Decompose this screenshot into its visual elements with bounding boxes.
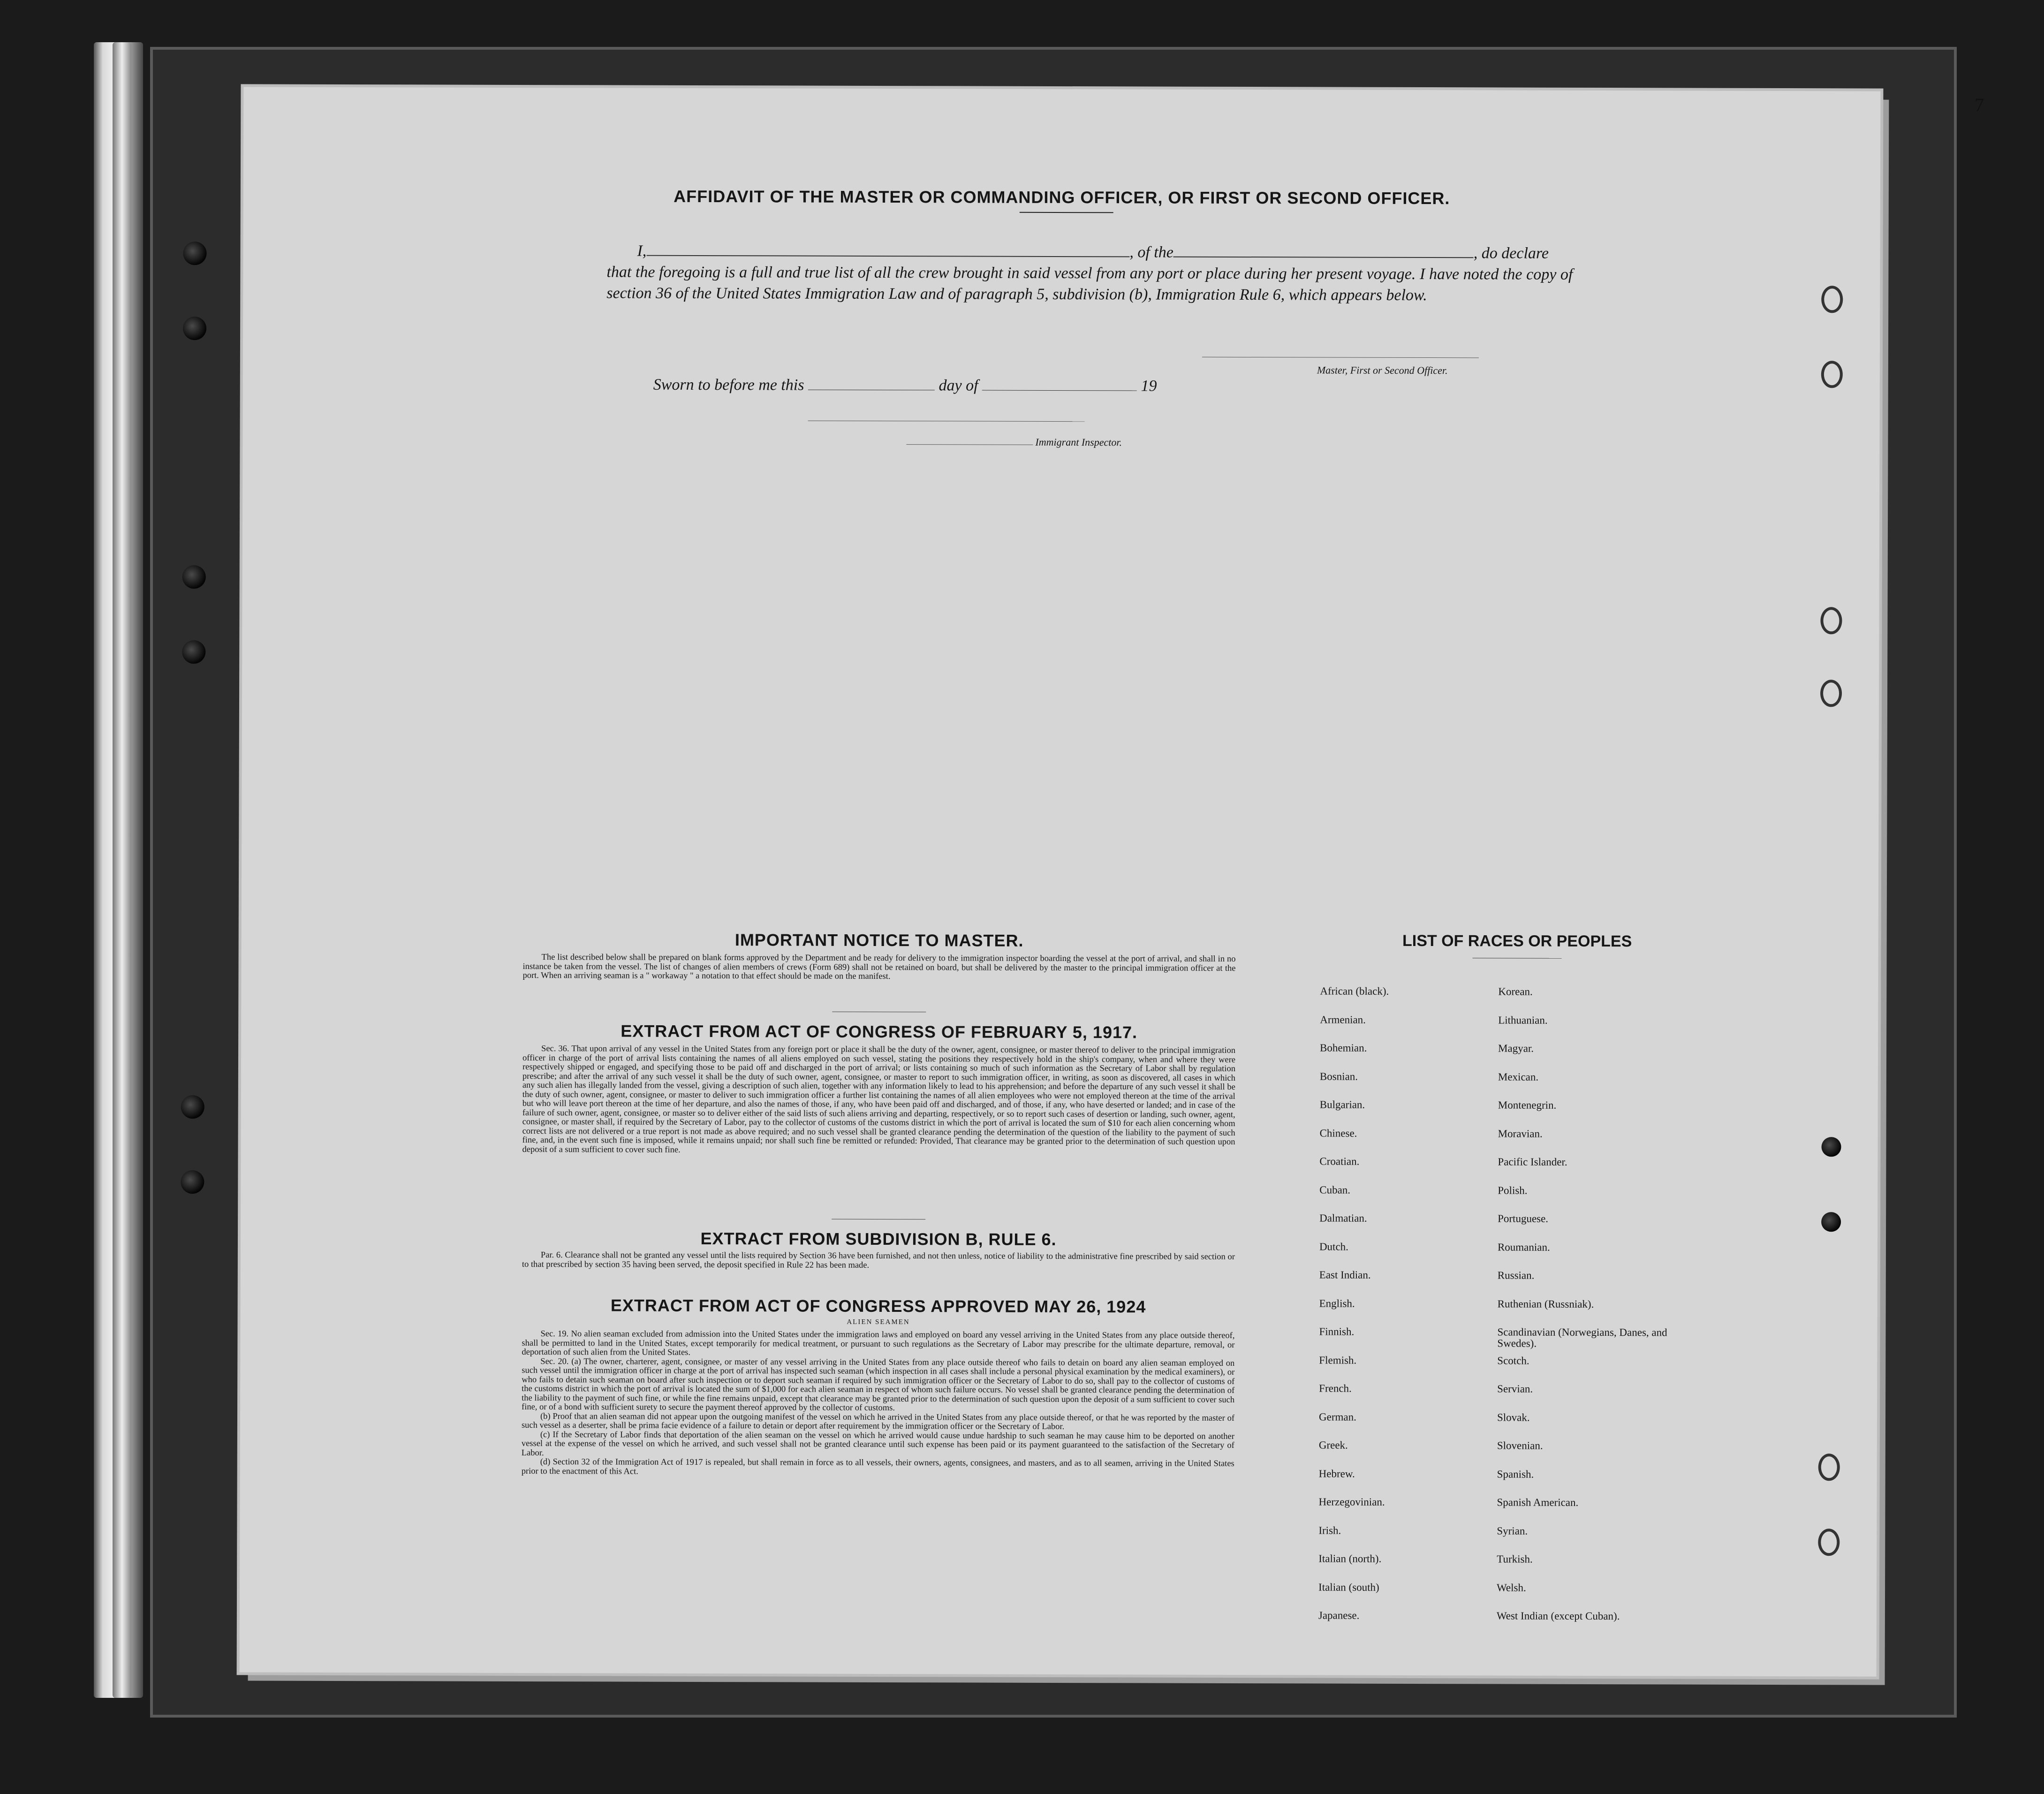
year-prefix: 19	[1141, 377, 1157, 395]
notice-title: IMPORTANT NOTICE TO MASTER.	[734, 930, 1024, 950]
race-item: Bohemian.	[1320, 1042, 1367, 1054]
race-item: Italian (south)	[1318, 1581, 1379, 1593]
races-title: LIST OF RACES OR PEOPLES	[1402, 931, 1632, 951]
sec-19-paragraph: Sec. 19. No alien seaman excluded from admission into the United States under the immigration laws and employed on board any vessel arriving in the United States from any place outside thereof, shall be permitted to land in the United States, except temporarily for medical treatment, or pursuant to such regulations as the Secretary of Labor may prescribe for the ultimate departure, removal, or deportation of such alien from the United States.	[522, 1329, 1235, 1357]
extract-1924-subtitle: ALIEN SEAMEN	[847, 1318, 910, 1326]
race-item: Japanese.	[1318, 1609, 1360, 1621]
race-item: Irish.	[1318, 1524, 1341, 1537]
punch-hole	[183, 242, 206, 265]
race-item: Croatian.	[1319, 1155, 1360, 1167]
race-item: French.	[1319, 1382, 1352, 1394]
name-blank	[646, 255, 1129, 257]
ring-hole	[1818, 1453, 1840, 1481]
affidavit-declaration	[606, 240, 1573, 264]
ring-hole	[1818, 1529, 1840, 1556]
vessel-blank	[1173, 257, 1474, 258]
month-blank	[982, 390, 1137, 391]
race-item: Spanish American.	[1497, 1496, 1579, 1508]
race-item: Magyar.	[1498, 1042, 1534, 1054]
ring-hole	[1821, 286, 1843, 313]
of-the-label: , of the	[1129, 243, 1173, 261]
punch-hole	[181, 1095, 204, 1119]
race-item: Cuban.	[1319, 1183, 1351, 1196]
race-item: German.	[1318, 1410, 1356, 1423]
master-caption: Master, First or Second Officer.	[1317, 364, 1448, 377]
race-item: Mexican.	[1498, 1070, 1539, 1083]
race-item: African (black).	[1320, 985, 1389, 997]
notice-text	[522, 953, 1235, 982]
race-item: Syrian.	[1497, 1524, 1528, 1537]
race-item: Greek.	[1318, 1439, 1348, 1451]
race-item: Scotch.	[1497, 1354, 1529, 1367]
inspector-signature-line	[808, 421, 1085, 422]
extract-rule6-text	[522, 1251, 1235, 1271]
punch-hole	[1821, 1137, 1841, 1157]
affidavit-text: that the foregoing is a full and true list of all the crew brought in said vessel from any port or place during her present voyage. I have noted the copy of section 36 of the United States Immigration Law and of paragraph 5, subdivision (b), Immigration Rule 6, which appears below.	[606, 263, 1573, 304]
race-item: Hebrew.	[1318, 1467, 1355, 1480]
race-item: Bulgarian.	[1319, 1098, 1365, 1111]
extract-rule6-title: EXTRACT FROM SUBDIVISION B, RULE 6.	[700, 1228, 1057, 1249]
section-rule	[832, 1012, 926, 1013]
inspector-short-line	[906, 444, 1033, 445]
i-label: I,	[637, 242, 647, 260]
race-item: Slovenian.	[1497, 1439, 1543, 1452]
punch-hole	[183, 317, 206, 340]
race-item: Polish.	[1498, 1184, 1528, 1196]
master-signature-line	[1202, 357, 1479, 358]
race-item: Scandinavian (Norwegians, Danes, and Swedes).	[1497, 1326, 1667, 1349]
manifest-page	[240, 87, 1881, 1676]
sec-20c-paragraph: (c) If the Secretary of Labor finds that deportation of the alien seaman on the vessel on which he arrived would cause undue hardship to such seaman he may cause him to be deported on another vessel at the expense of the vessel on which he arrived, and such vessel shall not be granted clearance until such expense has been paid or its payment guaranteed to the satisfaction of the Secretary of Labor.	[521, 1430, 1234, 1458]
title-rule	[1020, 212, 1113, 213]
ring-hole	[1820, 680, 1842, 707]
punch-hole	[1821, 1212, 1841, 1232]
ring-hole	[1821, 361, 1843, 388]
race-item: Welsh.	[1497, 1581, 1526, 1594]
sec-20b-paragraph: (b) Proof that an alien seaman did not appear upon the outgoing manifest of the vessel on which he arrived in the United States from any place outside thereof, or that he was reported by the master of such vessel as a deserter, shall be prima facie evidence of a failure to detain or deport after requirement by the immigration officer or the Secretary of Labor.	[521, 1411, 1235, 1432]
extract-1924-text	[522, 1330, 1235, 1478]
race-item: Dalmatian.	[1319, 1212, 1367, 1224]
punch-hole	[182, 565, 206, 589]
punch-hole	[181, 1170, 204, 1194]
race-item: Bosnian.	[1319, 1070, 1358, 1082]
affidavit-title: AFFIDAVIT OF THE MASTER OR COMMANDING OFFICER, OR FIRST OR SECOND OFFICER.	[674, 186, 1450, 208]
race-item: Portuguese.	[1498, 1212, 1549, 1225]
sec-20d-paragraph: (d) Section 32 of the Immigration Act of 1917 is repealed, but shall remain in force as to all vessels, their owners, agents, consignees, and masters, and as to all seamen, arriving in the United States prior to the enactment of this Act.	[521, 1457, 1234, 1476]
extract-1917-paragraph: Sec. 36. That upon arrival of any vessel in the United States from any foreign port or place it shall be the duty of the owner, agent, consignee, or master thereof to deliver to the principal immigration officer in charge of the port of arrival lists containing the names of all aliens employed on such vessel, stating the positions they respectively hold in the ship's company, when and where they were respectively shipped or engaged, and specifying those to be paid off and discharged in the port of arrival; or lists containing so much of such information as the Secretary of Labor shall by regulation prescribe; and after the arrival of any such vessel it shall be the duty of such owner, agent, consignee, or master to report to such immigration officer, in writing, as soon as discovered, all cases in which any such alien has illegally landed from the vessel, giving a description of such alien, together with any information likely to lead to his apprehension; and before the departure of any such vessel it shall be the duty of such owner, agent, consignee, or master to deliver to such immigration officer a further list containing the names of all alien employees who were not employed thereon at the time of the arrival but who will leave port thereon at the time of her departure, and also the names of those, if any, who have been paid off and discharged, and of those, if any, who have deserted or landed; and in case of the failure of such owner, agent, consignee, or master so to deliver either of the said lists of such aliens arriving and departing, respectively, or so to report such cases of desertion or landing, such owner, agent, consignee, or master shall, if required by the Secretary of Labor, pay to the collector of customs of the customs district in which the port of arrival is located the sum of $10 for each alien concerning whom correct lists are not delivered or a true report is not made as above required; and no such vessel shall be granted clearance pending the determination of the question of the liability to the payment of such fine, and, in the event such fine is imposed, while it remains unpaid; nor shall such fine be remitted or refunded: Provided, That clearance may be granted prior to the determination of such question upon deposit of a sum sufficient to cover such fine.	[522, 1044, 1236, 1155]
binder-edge-inner	[113, 42, 131, 1698]
race-item: Slovak.	[1497, 1411, 1530, 1423]
race-item: Spanish.	[1497, 1468, 1534, 1480]
page-number-mark: 7	[1975, 94, 1984, 115]
race-item: Turkish.	[1497, 1553, 1533, 1565]
extract-1917-title: EXTRACT FROM ACT OF CONGRESS OF FEBRUARY 5, 1917.	[621, 1021, 1138, 1042]
race-item: Dutch.	[1319, 1240, 1348, 1253]
race-item: Montenegrin.	[1498, 1099, 1557, 1111]
day-of-label: day of	[939, 377, 978, 394]
race-item: West Indian (except Cuban).	[1496, 1610, 1620, 1622]
race-item: Pacific Islander.	[1498, 1156, 1567, 1168]
race-item: East Indian.	[1319, 1269, 1371, 1281]
race-item: Finnish.	[1319, 1325, 1355, 1338]
notice-paragraph: The list described below shall be prepared on blank forms approved by the Department and be ready for delivery to the immigration inspector boarding the vessel at the port of arrival, and shall in no instance be taken from the vessel. The list of changes of alien members of crews (Form 689) shall not be retained on board, but shall be delivered by the master to the principal immigration officer at the port. When an arriving seaman is a " workaway " a notation to that effect should be made on the manifest.	[522, 953, 1236, 982]
extract-1924-title: EXTRACT FROM ACT OF CONGRESS APPROVED MAY 26, 1924	[610, 1295, 1146, 1317]
race-item: Chinese.	[1319, 1127, 1357, 1139]
race-item: Flemish.	[1319, 1354, 1357, 1366]
day-blank	[808, 390, 935, 391]
race-item: Moravian.	[1498, 1127, 1543, 1140]
race-item: Herzegovinian.	[1318, 1496, 1385, 1508]
race-item: Servian.	[1497, 1383, 1533, 1395]
do-declare-label: , do declare	[1473, 244, 1549, 262]
ring-hole	[1820, 607, 1842, 634]
extract-1917-text	[522, 1045, 1235, 1156]
race-item: English.	[1319, 1297, 1355, 1310]
race-item: Korean.	[1498, 985, 1533, 998]
section-rule	[832, 1219, 925, 1220]
sec-20a-paragraph: Sec. 20. (a) The owner, charterer, agent, consignee, or master of any vessel arriving in the United States from any place outside thereof who fails to detain on board any alien seaman employed on such vessel until the immigration officer in charge at the port of arrival has inspected such seaman (which inspection in all cases shall include a personal physical examination by the medical examiners), or who fails to detain such seaman on board after such inspection or to deport such seaman if required by such immigration officer or the Secretary of Labor to do so, shall pay to the collector of customs of the customs district in which the port of arrival is located the sum of $1,000 for each alien seaman in respect of whom such failure occurs. No vessel shall be granted clearance pending the determination of the liability to the payment of such fine, or while the fine remains unpaid, except that clearance may be granted prior to the determination of such question upon the deposit of a sum sufficient to cover such fine, or of a bond with sufficient surety to secure the payment thereof approved by the collector of customs.	[522, 1356, 1235, 1413]
race-item: Lithuanian.	[1498, 1014, 1548, 1026]
race-item: Italian (north).	[1318, 1552, 1382, 1565]
sworn-line	[653, 374, 1620, 398]
punch-hole	[182, 640, 205, 664]
race-item: Russian.	[1497, 1269, 1535, 1281]
race-item: Armenian.	[1320, 1013, 1366, 1026]
race-item: Ruthenian (Russniak).	[1497, 1297, 1594, 1310]
race-item: Roumanian.	[1497, 1241, 1550, 1253]
extract-rule6-paragraph: Par. 6. Clearance shall not be granted any vessel until the lists required by Section 36 have been furnished, and not then unless, notice of liability to the administrative fine prescribed by said section or to that prescribed by section 35 having been served, the deposit specified in Rule 22 has been made.	[522, 1250, 1235, 1270]
inspector-caption: Immigrant Inspector.	[1035, 436, 1122, 448]
sworn-prefix: Sworn to before me this	[653, 376, 804, 394]
